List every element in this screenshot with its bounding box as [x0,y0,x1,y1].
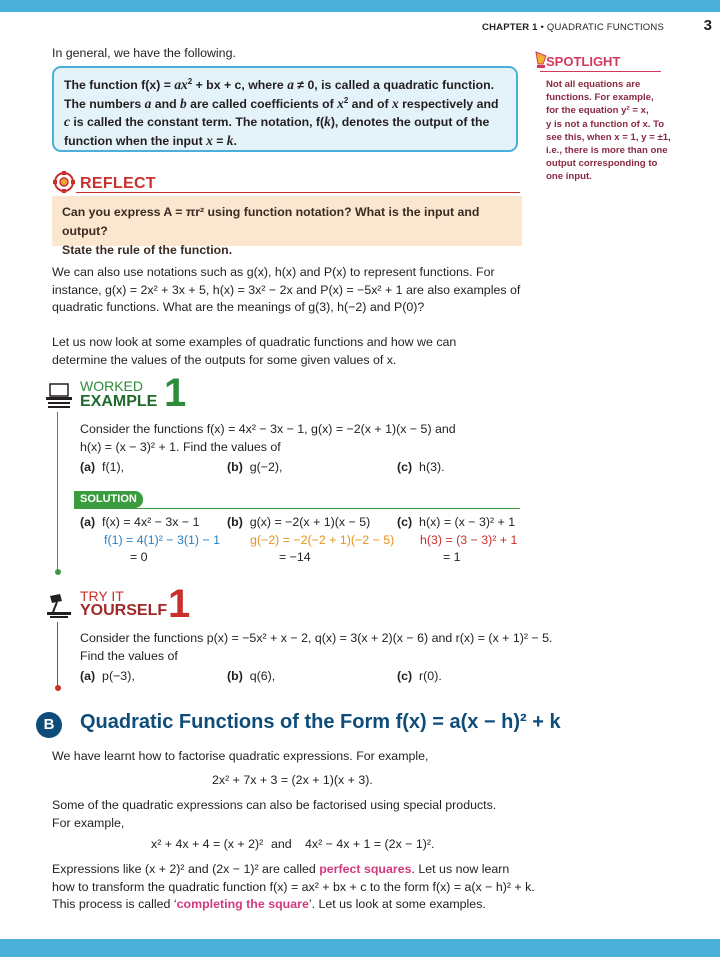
try-it-label-1: TRY IT [80,588,124,604]
solution-b: (b) g(x) = −2(x + 1)(x − 5) g(−2) = −2(−2 + 1)(−2 − 5) = −14 [227,515,395,564]
try-it-end-dot [54,684,62,692]
chapter-header: CHAPTER 1 • QUADRATIC FUNCTIONS [482,22,664,33]
solution-label: SOLUTION [74,491,143,508]
definition-line-4: function when the input x = k. [64,132,237,148]
try-it-part-b: (b) q(6), [227,669,276,683]
worked-example-rule [57,412,58,572]
worked-example-part-c: (c) h(3). [397,460,445,474]
intro-text: In general, we have the following. [52,46,236,60]
worked-example-part-a: (a) f(1), [80,460,125,474]
worked-example-part-b: (b) g(−2), [227,460,283,474]
spotlight-title: SPOTLIGHT [546,54,621,69]
spotlight-rule [540,71,661,72]
gears-head-icon [52,170,76,194]
equation-perfect-square-2: 4x² − 4x + 1 = (2x − 1)². [305,837,435,851]
try-it-part-a: (a) p(−3), [80,669,135,683]
worked-example-label-2: EXAMPLE [80,393,158,410]
reflect-question-line-1: Can you express A = πr² using function notation? What is the input and output? [62,205,480,238]
try-it-part-c: (c) r(0). [397,669,442,683]
try-it-rule [57,622,58,688]
definition-box [52,66,518,152]
reflect-rule [76,192,520,193]
solution-a: (a) f(x) = 4x² − 3x − 1 f(1) = 4(1)² − 3(1) − 1 = 0 [80,515,221,564]
reflect-title: REFLECT [80,175,156,192]
spotlight-text: Not all equations are functions. For example, for the equation y² = x, y is not a function of x. To see this, when x = 1, y = ±1, i.e., there is more than one output corresponding to one input. [546,79,671,183]
section-b-line-1: We have learnt how to factorise quadratic expressions. For example, [52,749,429,763]
equation-factorise: 2x² + 7x + 3 = (2x + 1)(x + 3). [212,773,373,787]
definition-line-1: The function $f(x) = ax^2$ + bx + c, where a ≠ 0, is called a quadratic function. [64,76,495,92]
definition-line-2: The numbers a and b are called coefficients of $x^2$ and of x respectively and [64,95,499,111]
term-perfect-squares: perfect squares [319,862,412,876]
section-title: Quadratic Functions of the Form f(x) = a(x − h)² + k [80,711,561,733]
bottom-color-bar [0,939,720,957]
equation-and: and [271,837,292,851]
section-b-line-2: Some of the quadratic expressions can also be factorised using special products. For example, [52,798,497,830]
try-it-question: Consider the functions p(x) = −5x² + x − 2, q(x) = 3(x + 2)(x − 6) and r(x) = (x + 1)² − 5. Find the values of [80,631,553,663]
worked-example-number: 1 [164,371,187,415]
page-number: 3 [703,17,712,34]
worked-example-question: Consider the functions f(x) = 4x² − 3x − 1, g(x) = −2(x + 1)(x − 5) and h(x) = (x − 3)² + 1. Find the values of [80,422,456,454]
reflect-box [52,196,522,257]
worked-example-label-1: WORKED [80,378,143,394]
section-letter-badge: B [36,712,62,738]
term-completing-the-square: completing the square [176,897,309,911]
try-it-number: 1 [168,582,191,626]
try-it-label-2: YOURSELF [80,602,168,619]
laptop-stack-icon [44,382,74,410]
solution-rule [74,508,520,509]
paragraph-notations: We can also use notations such as g(x), h(x) and P(x) to represent functions. For instance, g(x) = 2x² + 3x + 5, h(x) = 3x² − 2x and P(x) = −5x² + 1 are also examples of quadratic functions. What are the meanings of g(3), h(−2) and P(0)? [52,265,521,314]
definition-line-3: c is called the constant term. The notation, f(k), denotes the output of the [64,114,490,130]
top-color-bar [0,0,720,12]
desk-lamp-icon [44,592,74,622]
section-b-closing: Expressions like (x + 2)² and (2x − 1)² are called perfect squares. Let us now learn how to transform the quadratic function f(x) = ax² + bx + c to the form f(x) = a(x − h)² + k. This process is called ‘completing the square’. Let us look at some examples. [52,862,535,911]
paragraph-examples-intro: Let us now look at some examples of quadratic functions and how we can determine the values of the outputs for some given values of x. [52,335,457,367]
reflect-question-line-2: State the rule of the function. [62,243,233,257]
worked-example-end-dot [54,568,62,576]
equation-perfect-square-1: x² + 4x + 4 = (x + 2)² [151,837,264,851]
solution-c: (c) h(x) = (x − 3)² + 1 h(3) = (3 − 3)² + 1 = 1 [397,515,518,564]
